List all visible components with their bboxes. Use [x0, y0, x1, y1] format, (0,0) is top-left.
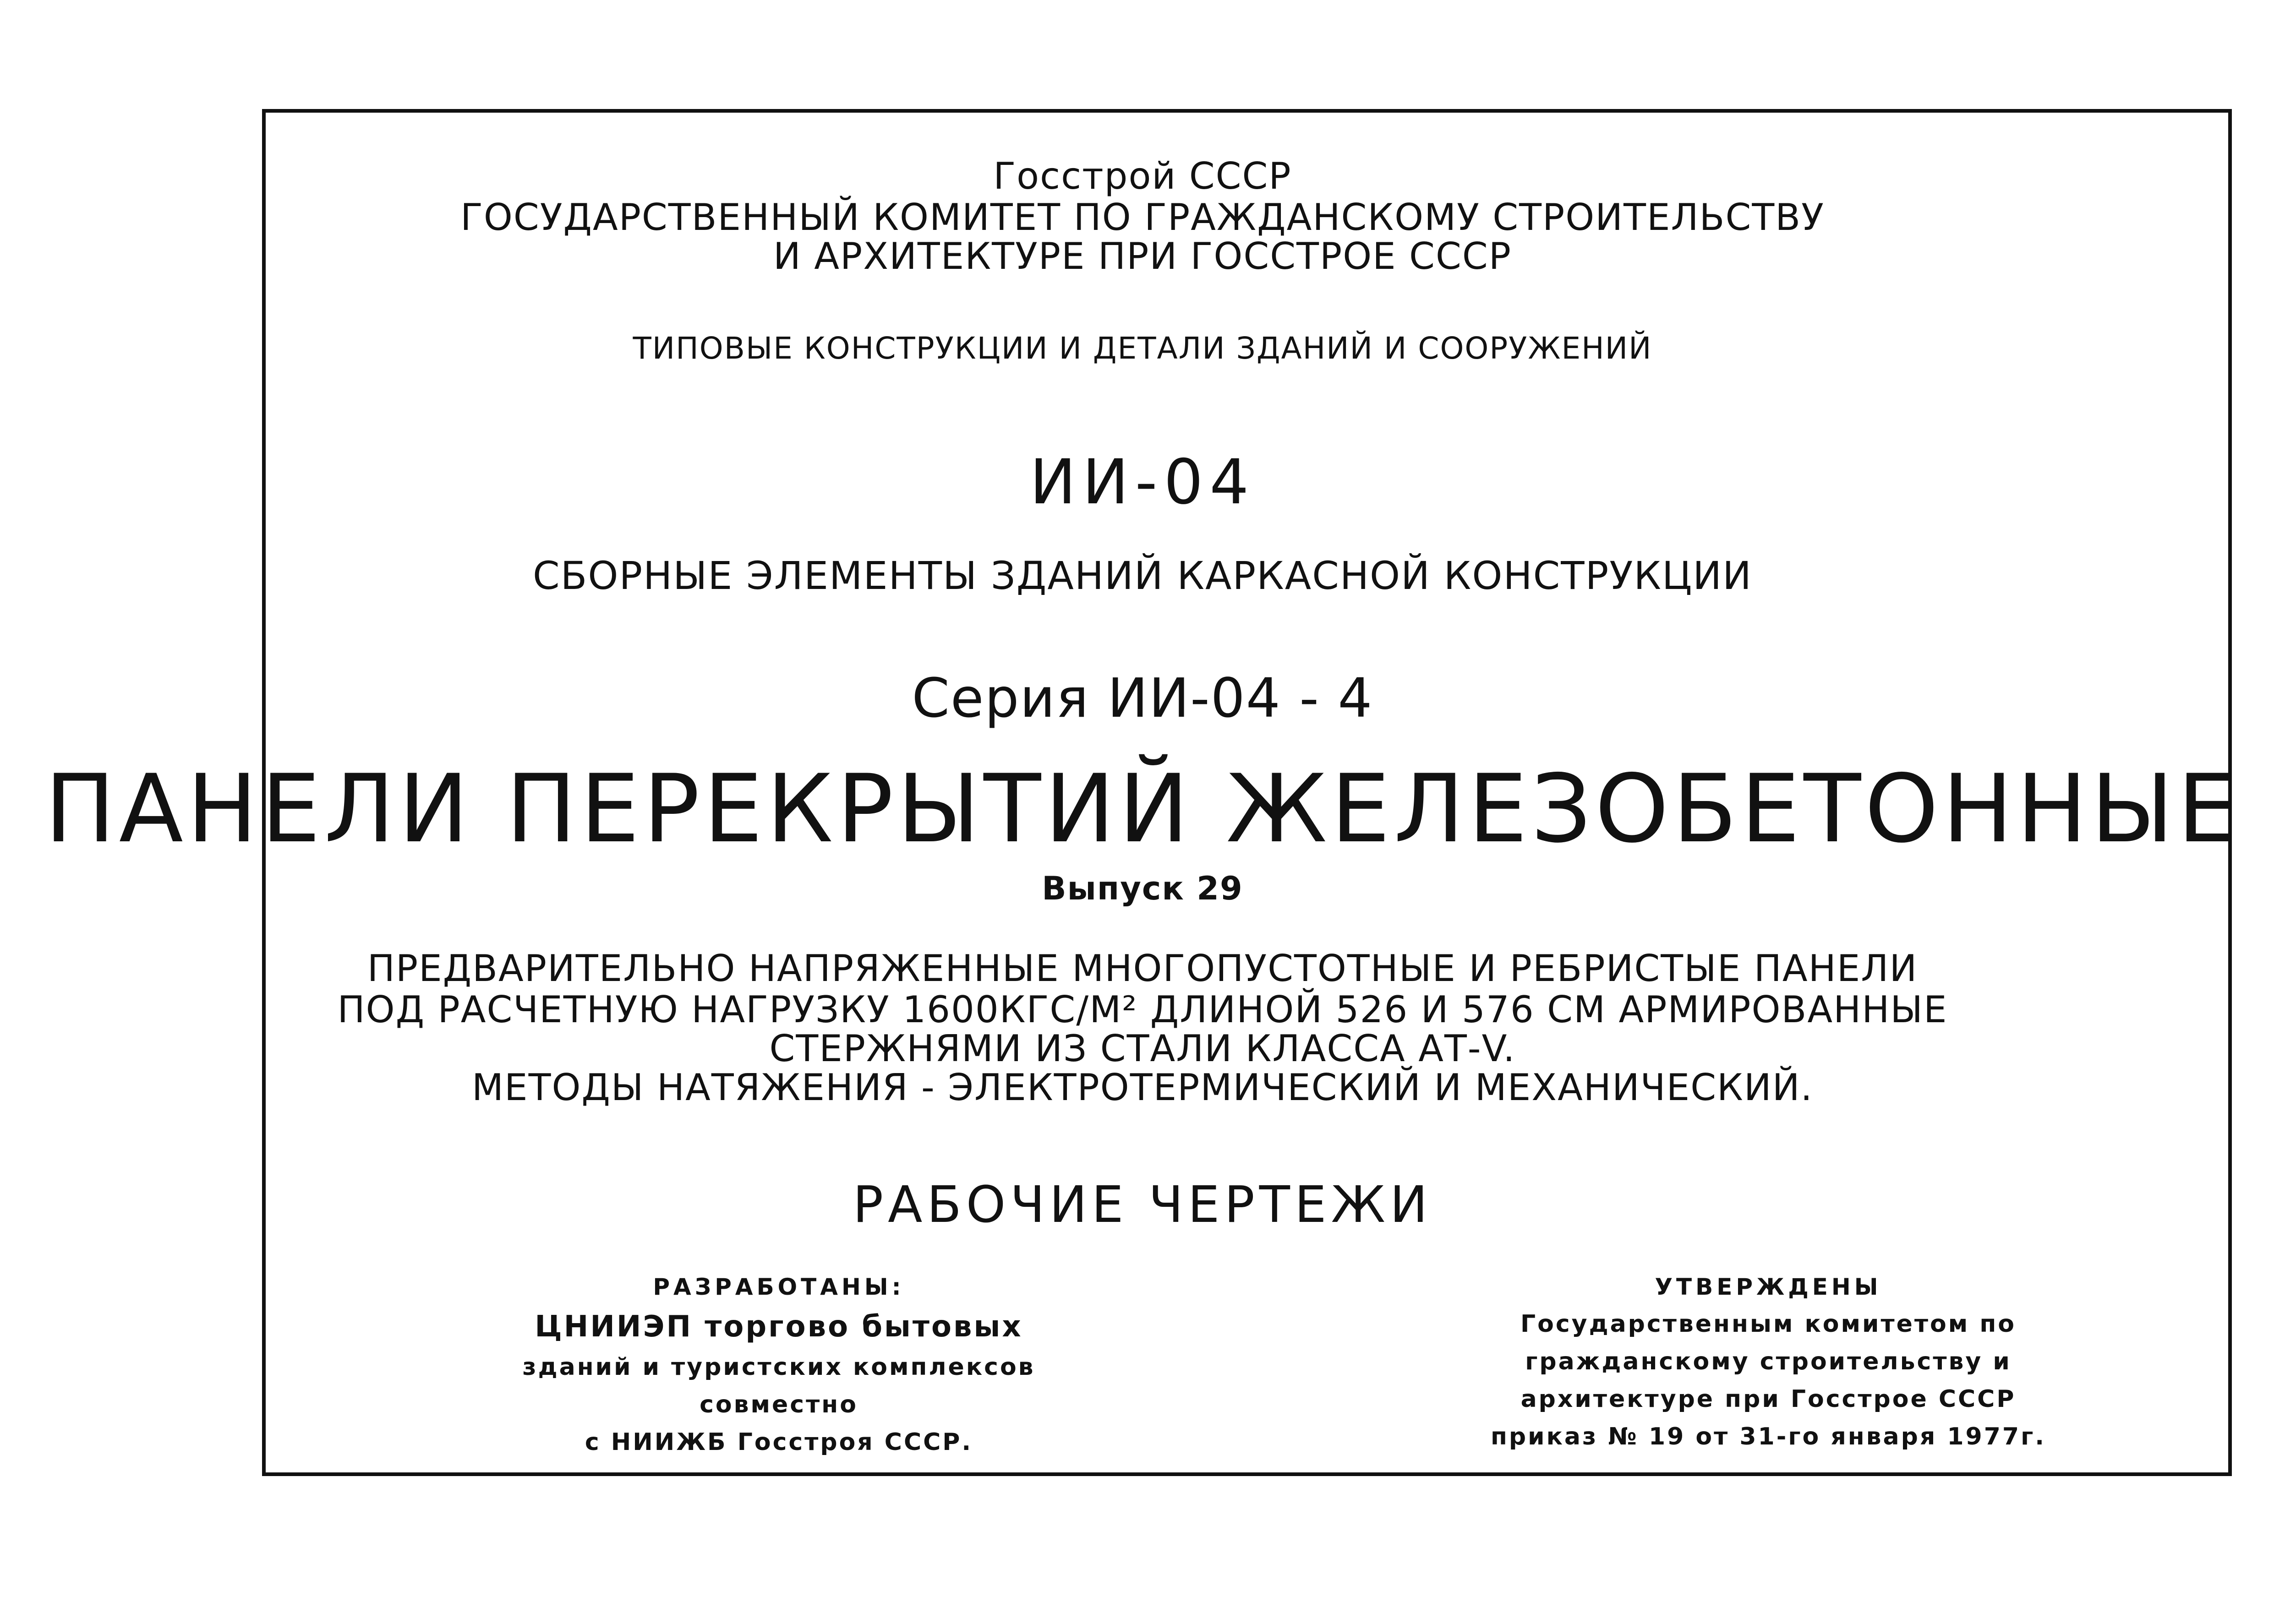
agency-name: Госстрой СССР [993, 155, 1292, 197]
collection-title: ТИПОВЫЕ КОНСТРУКЦИИ И ДЕТАЛИ ЗДАНИЙ И СООРУЖЕНИЙ [633, 331, 1652, 366]
approver-line-1: Государственным комитетом по [1520, 1310, 2016, 1338]
description-line-3: СТЕРЖНЯМИ ИЗ СТАЛИ КЛАССА AТ-V. [769, 1027, 1516, 1070]
issue-number: Выпуск 29 [1042, 870, 1243, 907]
developed-heading: РАЗРАБОТАНЫ: [653, 1274, 905, 1300]
approver-line-2: гражданскому строительству и [1525, 1348, 2012, 1375]
main-title: ПАНЕЛИ ПЕРЕКРЫТИЙ ЖЕЛЕЗОБЕТОННЫЕ [44, 755, 2241, 864]
description-line-4: МЕТОДЫ НАТЯЖЕНИЯ - ЭЛЕКТРОТЕРМИЧЕСКИЙ И МЕХАНИЧЕСКИЙ. [472, 1066, 1813, 1109]
section-title: СБОРНЫЕ ЭЛЕМЕНТЫ ЗДАНИЙ КАРКАСНОЙ КОНСТРУКЦИИ [533, 553, 1752, 598]
document-type: РАБОЧИЕ ЧЕРТЕЖИ [853, 1175, 1432, 1234]
developed-by-block [476, 1275, 1081, 1468]
approval-order: приказ № 19 от 31-го января 1977г. [1490, 1423, 2046, 1450]
committee-name: ГОСУДАРСТВЕННЫЙ КОМИТЕТ ПО ГРАЖДАНСКОМУ СТРОИТЕЛЬСТВУ [460, 196, 1825, 239]
approved-heading: УТВЕРЖДЕНЫ [1655, 1274, 1882, 1300]
committee-name-continued: И АРХИТЕКТУРЕ ПРИ ГОССТРОЕ СССР [773, 235, 1512, 278]
approver-line-3: архитектуре при Госстрое СССР [1520, 1385, 2016, 1413]
developer-line-1: ЦНИИЭП торгово бытовых [535, 1310, 1023, 1344]
approved-by-block [1466, 1275, 2071, 1462]
developer-line-2: зданий и туристских комплексов [522, 1353, 1035, 1381]
description-line-2: ПОД РАСЧЕТНУЮ НАГРУЗКУ 1600КГС/М² ДЛИНОЙ 526 И 576 СМ АРМИРОВАННЫЕ [337, 988, 1948, 1031]
developer-line-4: с НИИЖБ Госстроя СССР. [585, 1428, 973, 1456]
series-number: Серия ИИ-04 - 4 [912, 666, 1373, 730]
developer-line-3: совместно [700, 1391, 858, 1418]
catalog-code: ИИ-04 [1029, 446, 1256, 518]
description-line-1: ПРЕДВАРИТЕЛЬНО НАПРЯЖЕННЫЕ МНОГОПУСТОТНЫЕ И РЕБРИСТЫЕ ПАНЕЛИ [367, 947, 1918, 990]
